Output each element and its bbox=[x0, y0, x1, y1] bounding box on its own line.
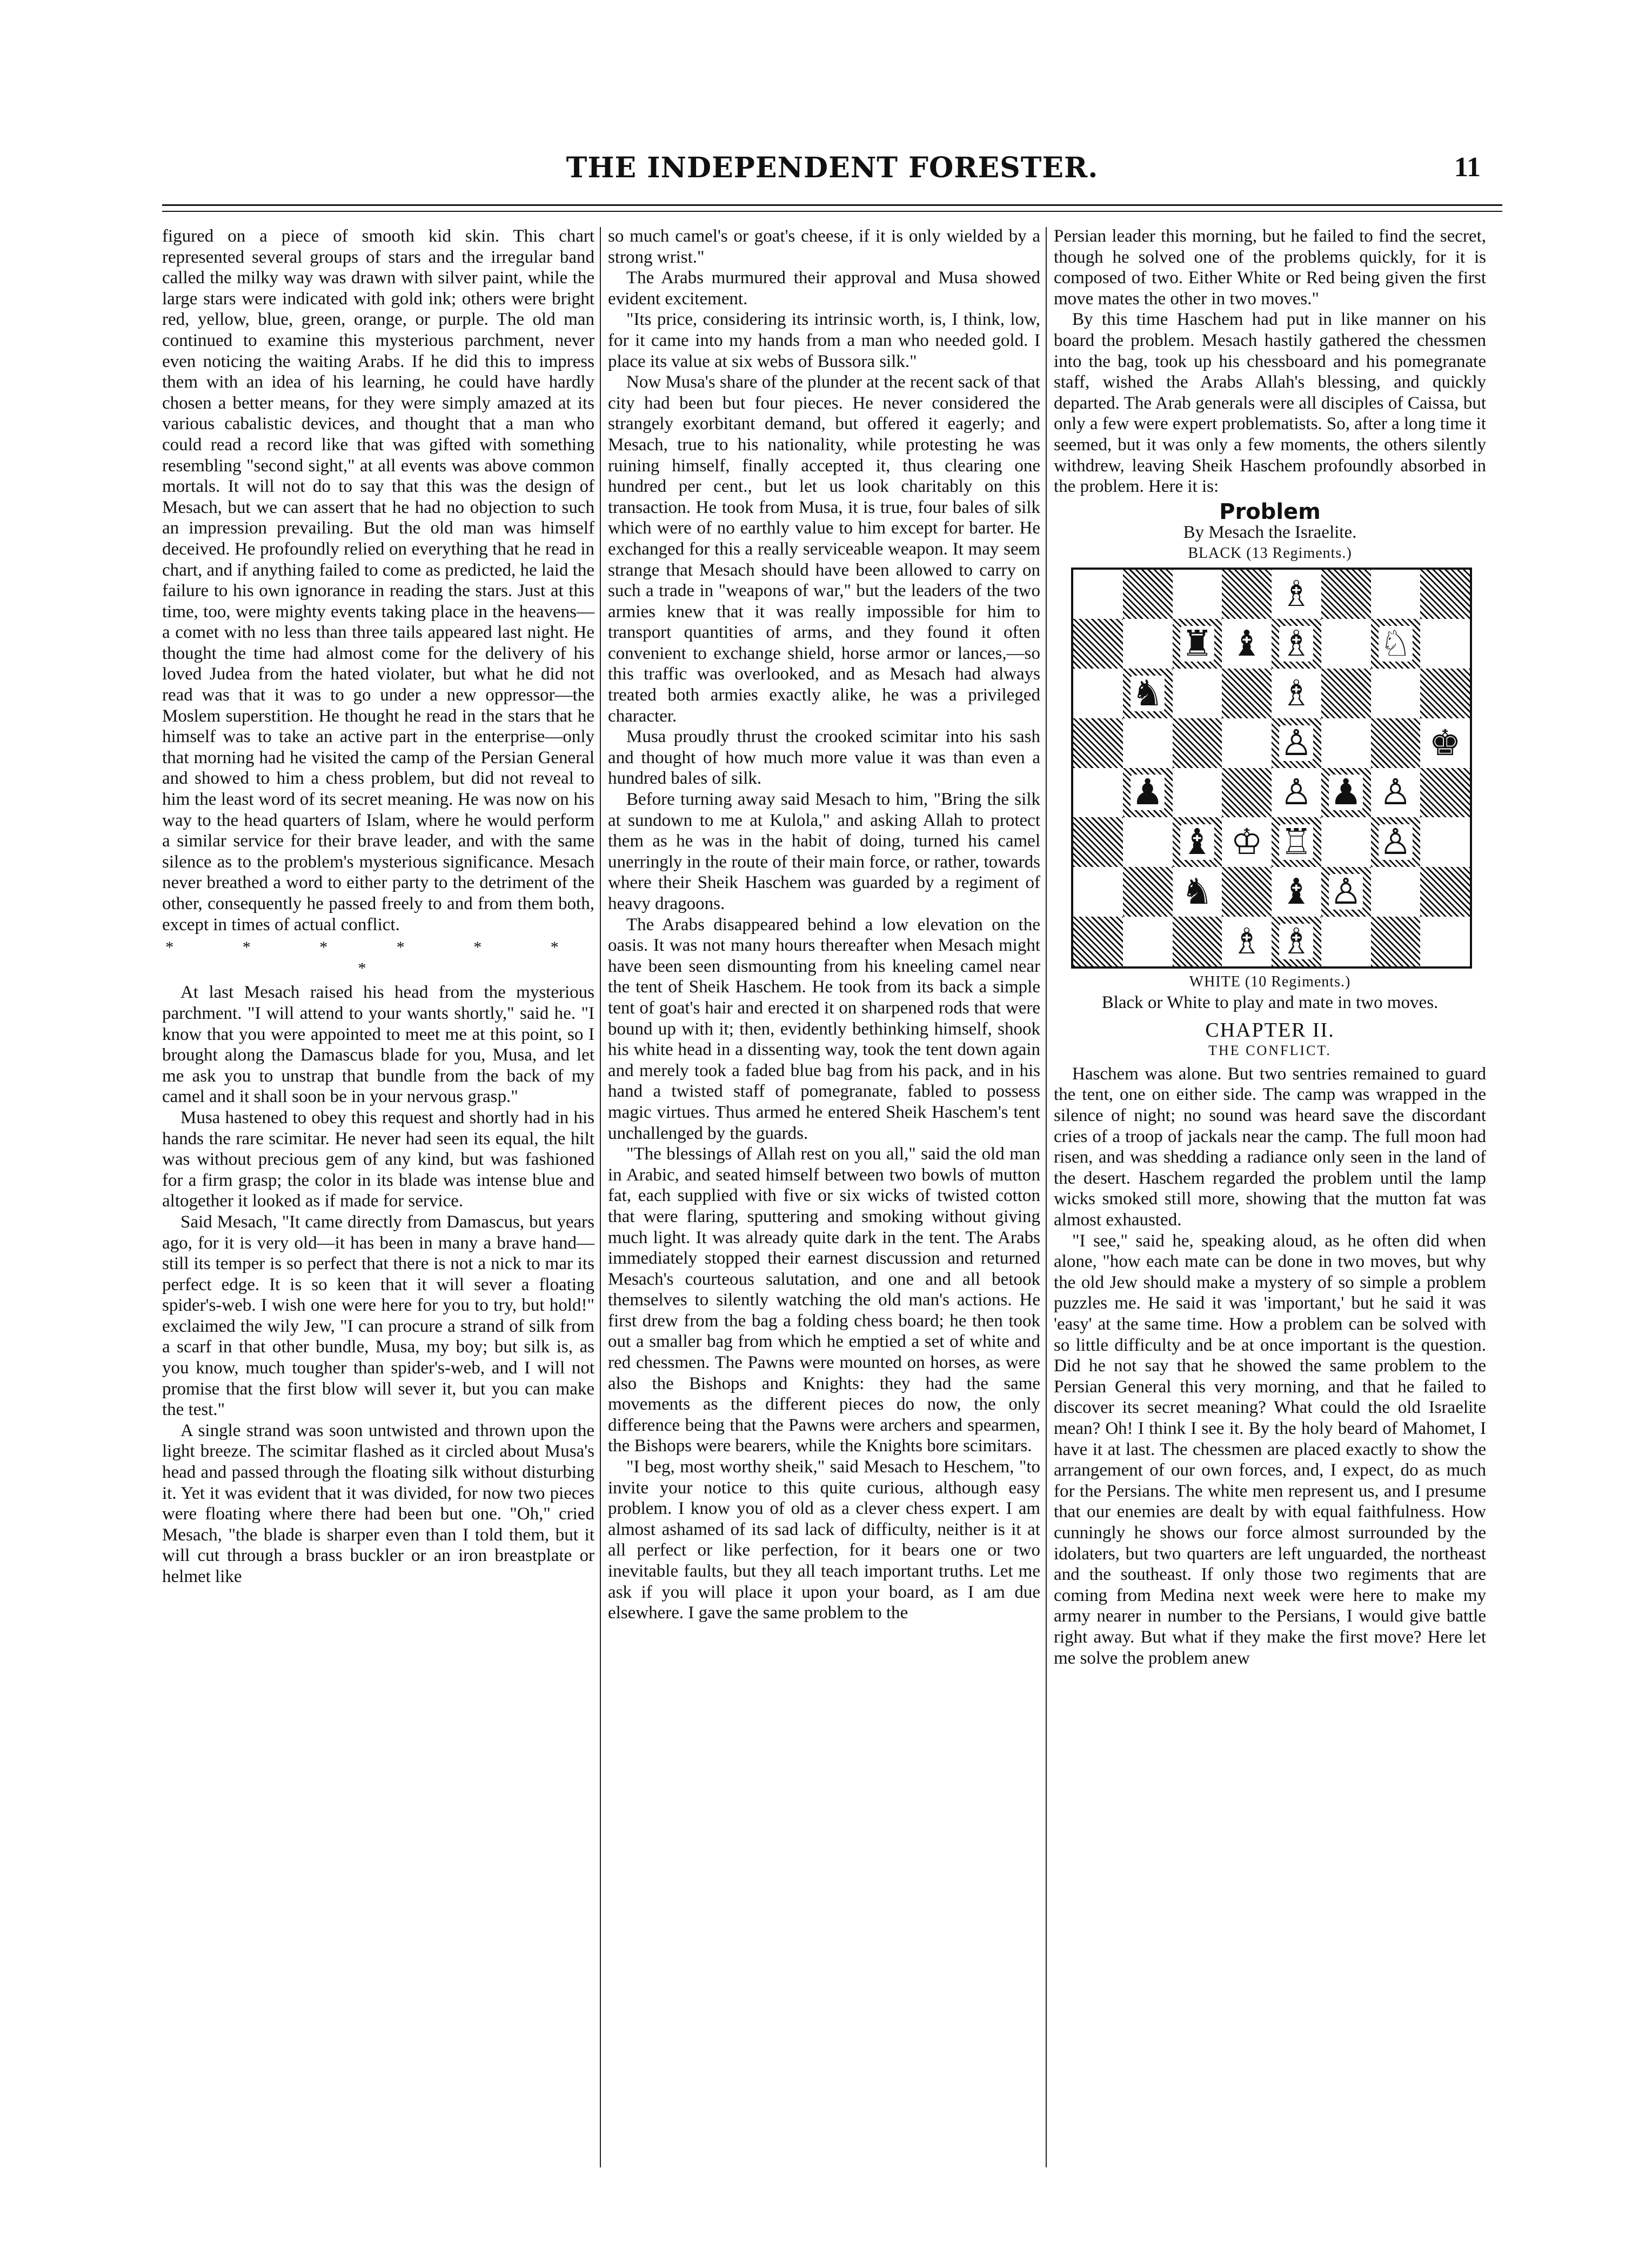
board-square bbox=[1173, 570, 1222, 619]
black-label: BLACK (13 Regiments.) bbox=[1188, 544, 1352, 562]
board-square bbox=[1073, 817, 1123, 867]
board-square bbox=[1371, 867, 1421, 917]
board-square bbox=[1272, 817, 1321, 867]
board-square bbox=[1123, 718, 1173, 768]
paragraph: A single strand was soon untwisted and thrown upon the light breeze. The scimitar flashed as it circled about Musa's head and passed through the floating silk without disturbing it. Yet it was evident that it was divided, for now two pieces were floating where there had been but one. "Oh," cried Mesach, "the blade is sharper even than I told them, but it will cut through a brass buckler or an iron breastplate or helmet like bbox=[162, 1420, 594, 1586]
chess-piece: ♟ bbox=[1330, 771, 1362, 813]
board-square bbox=[1321, 669, 1371, 718]
chess-piece: ♞ bbox=[1181, 870, 1213, 912]
board-square bbox=[1420, 917, 1470, 966]
chess-piece: ♝ bbox=[1230, 623, 1263, 665]
chess-piece: ♙ bbox=[1280, 771, 1313, 813]
chess-piece: ♙ bbox=[1379, 771, 1412, 813]
paragraph: "The blessings of Allah rest on you all," said the old man in Arabic, and seated himself between two bowls of mutton fat, each supplied with five or six wicks of twisted cotton that were flaring, sputtering and smoking without giving much light. It was already quite dark in the tent. The Arabs immediately stopped their earnest discussion and returned Mesach's courteous salutation, and one and all betook themselves to silently watching the old man's actions. He first drew from the bag a folding chess board; he then took out a smaller bag from which he emptied a set of white and red chessmen. The Pawns were mounted on horses, as were also the Bishops and Knights: they had the same movements as the different pieces do now, the only difference being that the Pawns were archers and spearmen, the Bishops were bearers, while the Knights bore scimitars. bbox=[608, 1144, 1040, 1456]
paragraph: figured on a piece of smooth kid skin. This chart represented several groups of stars and the irregular band called the milky way was drawn with silver paint, while the large stars were indicated with gold ink; others were bright red, yellow, blue, green, orange, or purple. The old man continued to examine this mysterious parchment, never even noticing the waiting Arabs. If he did this to impress them with an idea of his learning, he could have hardly chosen a better means, for they were simply amazed at its various cabalistic devices, and thought that a man who could read a record like that was gifted with something resembling "second sight," at all events was above common mortals. It will not do to say that this was the design of Mesach, but we can assert that he had no objection to such an impression prevailing. But the old man was himself deceived. He profoundly relied on everything that he read in chart, and if anything failed to come as predicted, he laid the failure to his own ignorance in reading the stars. Just at this time, too, were mighty events taking place in the heavens—a comet with no less than three tails appeared last night. He thought the time had almost come for the delivery of his loved Judea from the hated violater, but what he did not read was that it was to go under a new oppressor—the Moslem superstition. He thought he read in the stars that he himself was to take an active part in the enterprise—only that morning had he visited the camp of the Persian General and showed to him a chess problem, but did not reveal to him the least word of its secret meaning. He was now on his way to the head quarters of Islam, where he would perform a similar service for their brave leader, and with the same silence as to the problem's mysterious significance. Mesach never breathed a word to either party to the detriment of the other, consequently he passed freely to and from them both, except in times of actual conflict. bbox=[162, 226, 594, 935]
chess-piece: ♚ bbox=[1429, 722, 1461, 764]
board-square bbox=[1222, 768, 1272, 818]
paragraph: Musa hastened to obey this request and shortly had in his hands the rare scimitar. He never had seen its equal, the hilt was without precious gem of any kind, but was fashioned for a firm grasp; the color in its blade was intense blue and altogether it looked as if made for service. bbox=[162, 1107, 594, 1211]
board-square bbox=[1222, 917, 1272, 966]
board-square bbox=[1173, 718, 1222, 768]
section-break-stars: * * * * * * * bbox=[165, 938, 591, 977]
chapter-heading: CHAPTER II. bbox=[1205, 1018, 1335, 1042]
board-square bbox=[1420, 718, 1470, 768]
board-square bbox=[1123, 867, 1173, 917]
board-square bbox=[1321, 570, 1371, 619]
board-square bbox=[1371, 718, 1421, 768]
board-square bbox=[1371, 669, 1421, 718]
board-square bbox=[1073, 917, 1123, 966]
board-square bbox=[1073, 867, 1123, 917]
paragraph: so much camel's or goat's cheese, if it is only wielded by a strong wrist." bbox=[608, 226, 1040, 267]
column-divider-2 bbox=[1046, 227, 1047, 2167]
board-square bbox=[1420, 817, 1470, 867]
board-square bbox=[1272, 570, 1321, 619]
chapter-subtitle: THE CONFLICT. bbox=[1208, 1043, 1332, 1059]
paragraph: "I beg, most worthy sheik," said Mesach to Heschem, "to invite your notice to this quite curious, although easy problem. I know you of old as a clever chess expert. I am almost ashamed of its sad lack of difficulty, neither is it at all perfect or like perfection, for it bears one or two inevitable faults, but they all teach important truths. Let me ask if you will place it upon your board, as I am due elsewhere. I gave the same problem to the bbox=[608, 1457, 1040, 1623]
board-square bbox=[1272, 768, 1321, 818]
problem-author: By Mesach the Israelite. bbox=[1183, 523, 1357, 543]
problem-title: Problem bbox=[1219, 499, 1321, 524]
paragraph: Musa proudly thrust the crooked scimitar into his sash and thought of how much more value it was than even a hundred bales of silk. bbox=[608, 727, 1040, 789]
board-square bbox=[1222, 619, 1272, 669]
board-square bbox=[1371, 917, 1421, 966]
page-header bbox=[162, 151, 1502, 189]
board-square bbox=[1123, 570, 1173, 619]
paragraph: "I see," said he, speaking aloud, as he often did when alone, "how each mate can be done in two moves, but why the old Jew should make a mystery of so simple a problem puzzles me. He said it was 'important,' but he said it was 'easy' at the same time. How a problem can be solved with so little difficulty and be at once important is the question. Did he not say that he showed the same problem to the Persian General this very morning, and that he failed to discover its secret meaning? What could the old Israelite mean? Oh! I think I see it. By the holy beard of Mahomet, I have it at last. The chessmen are placed exactly to show the arrangement of our own forces, and, I expect, do as much for the Persians. The white men represent us, and I presume that our enemies are dealt by with equal faithfulness. How cunningly he shows our force almost surrounded by the idolaters, but two quarters are left unguarded, the northeast and the southeast. If only those two regiments that are coming from Medina next week were here to make my army nearer in number to the Persians, I would give battle right away. But what if they make the first move? Here let me solve the problem anew bbox=[1054, 1231, 1486, 1668]
board-square bbox=[1222, 817, 1272, 867]
paragraph: Persian leader this morning, but he failed to find the secret, though he solved one of the problems quickly, for it is composed of two. Either White or Red being given the first move mates the other in two moves." bbox=[1054, 226, 1486, 309]
board-square bbox=[1073, 570, 1123, 619]
board-square bbox=[1371, 817, 1421, 867]
board-square bbox=[1222, 718, 1272, 768]
board-square bbox=[1173, 867, 1222, 917]
chess-piece: ♙ bbox=[1330, 870, 1362, 912]
board-square bbox=[1173, 669, 1222, 718]
chess-diagram bbox=[1071, 568, 1472, 969]
board-square bbox=[1123, 669, 1173, 718]
paragraph: "Its price, considering its intrinsic worth, is, I think, low, for it came into my hands from a man who needed gold. I place its value at six webs of Bussora silk." bbox=[608, 310, 1040, 371]
board-square bbox=[1272, 619, 1321, 669]
chess-piece: ♖ bbox=[1280, 821, 1313, 863]
paragraph: Before turning away said Mesach to him, "Bring the silk at sundown to me at Kulola," and asking Allah to protect them as he was in the habit of doing, turned his camel unerringly in the route of their main force, or rather, towards where their Sheik Haschem was guarded by a regiment of heavy dragoons. bbox=[608, 790, 1040, 913]
board-square bbox=[1123, 817, 1173, 867]
board-square bbox=[1371, 768, 1421, 818]
board-square bbox=[1420, 867, 1470, 917]
board-square bbox=[1420, 768, 1470, 818]
page-number: 11 bbox=[1454, 152, 1481, 183]
chess-piece: ♝ bbox=[1280, 870, 1313, 912]
board-square bbox=[1123, 619, 1173, 669]
board-square bbox=[1073, 768, 1123, 818]
chess-piece: ♝ bbox=[1181, 821, 1213, 863]
board-square bbox=[1420, 669, 1470, 718]
board-square bbox=[1073, 619, 1123, 669]
chess-piece: ♗ bbox=[1230, 920, 1263, 962]
chess-piece: ♗ bbox=[1280, 920, 1313, 962]
paragraph: Now Musa's share of the plunder at the recent sack of that city had been but four pieces. He never considered the strangely exorbitant demand, but offered it eagerly; and Mesach, true to his nationality, while protesting he was ruining himself, finally accepted it, thus clearing one hundred per cent., but let us look charitably on this transaction. He took from Musa, it is true, four bales of silk which were of no earthly value to him except for barter. He exchanged for this a really serviceable weapon. It may seem strange that Mesach should have been allowed to carry on such a trade in "weapons of war," but the leaders of the two armies knew that it was really impossible for him to transport quantities of arms, and they found it often convenient to exchange shield, horse armor or lances,—so this traffic was overlooked, and as Mesach had always treated both armies exactly alike, he was a privileged character. bbox=[608, 372, 1040, 726]
board-square bbox=[1123, 768, 1173, 818]
board-square bbox=[1222, 669, 1272, 718]
problem-caption: Black or White to play and mate in two moves. bbox=[1101, 993, 1439, 1013]
board-square bbox=[1321, 817, 1371, 867]
chess-piece: ♙ bbox=[1280, 722, 1313, 764]
board-square bbox=[1073, 669, 1123, 718]
paragraph: At last Mesach raised his head from the mysterious parchment. "I will attend to your wants shortly," said he. "I know that you were appointed to meet me at this point, so I brought along the Damascus blade for you, Musa, and let me ask you to unstrap that bundle from the back of my camel and it shall soon be in your nervous grasp." bbox=[162, 983, 594, 1107]
column-1 bbox=[162, 226, 594, 1587]
board-square bbox=[1173, 768, 1222, 818]
header-rule-bottom bbox=[162, 211, 1502, 212]
board-square bbox=[1073, 718, 1123, 768]
paragraph: The Arabs murmured their approval and Musa showed evident excitement. bbox=[608, 268, 1040, 309]
paragraph: The Arabs disappeared behind a low elevation on the oasis. It was not many hours thereafter when Mesach might have been seen dismounting from his kneeling camel near the tent of Sheik Haschem. He took from its back a simple tent of goat's hair and erected it on sharpened rods that were bound up with it; then, evidently bethinking himself, shook his white head in a dissenting way, took the tent down again and merely took a faded blue bag from his pack, and in his hand a twisted staff of pomegranate, fabled to possess magic virtues. Thus armed he entered Sheik Haschem's tent unchallenged by the guards. bbox=[608, 915, 1040, 1143]
board-square bbox=[1272, 669, 1321, 718]
white-label: WHITE (10 Regiments.) bbox=[1189, 973, 1351, 990]
chess-piece: ♗ bbox=[1280, 672, 1313, 714]
chess-piece: ♗ bbox=[1280, 623, 1313, 665]
column-2 bbox=[608, 226, 1040, 1624]
chess-piece: ♙ bbox=[1379, 821, 1412, 863]
board-square bbox=[1321, 768, 1371, 818]
board-square bbox=[1222, 867, 1272, 917]
chess-piece: ♘ bbox=[1379, 623, 1412, 665]
board-square bbox=[1222, 570, 1272, 619]
board-square bbox=[1321, 718, 1371, 768]
board-square bbox=[1420, 619, 1470, 669]
board-square bbox=[1321, 619, 1371, 669]
board-square bbox=[1272, 867, 1321, 917]
board-square bbox=[1272, 718, 1321, 768]
column-3 bbox=[1054, 226, 1486, 1669]
column-divider-1 bbox=[600, 227, 601, 2167]
board-square bbox=[1371, 570, 1421, 619]
paragraph: By this time Haschem had put in like manner on his board the problem. Mesach hastily gathered the chessmen into the bag, took up his chessboard and his pomegranate staff, wished the Arabs Allah's blessing, and quickly departed. The Arab generals were all disciples of Caissa, but only a few were expert problematists. So, after a long time it seemed, but it was only a few moments, the others silently withdrew, leaving Sheik Haschem profoundly absorbed in the problem. Here it is: bbox=[1054, 310, 1487, 497]
chess-piece: ♗ bbox=[1280, 573, 1313, 615]
chess-piece: ♞ bbox=[1132, 672, 1164, 714]
board-square bbox=[1321, 917, 1371, 966]
paragraph: Haschem was alone. But two sentries remained to guard the tent, one on either side. The camp was wrapped in the silence of night; no sound was heard save the discordant cries of a troop of jackals near the camp. The full moon had risen, and was shedding a radiance only seen in the land of the desert. Haschem regarded the problem until the lamp wicks smoked still more, showing that the mutton fat was almost exhausted. bbox=[1054, 1064, 1486, 1230]
board-square bbox=[1420, 570, 1470, 619]
board-square bbox=[1371, 619, 1421, 669]
board-square bbox=[1321, 867, 1371, 917]
chess-piece: ♜ bbox=[1181, 623, 1213, 665]
board-square bbox=[1272, 917, 1321, 966]
chess-piece: ♔ bbox=[1230, 821, 1263, 863]
board-square bbox=[1173, 619, 1222, 669]
board-square bbox=[1173, 917, 1222, 966]
header-rule-top bbox=[162, 204, 1502, 206]
masthead-title: THE INDEPENDENT FORESTER. bbox=[566, 151, 1099, 184]
chess-piece: ♟ bbox=[1132, 771, 1164, 813]
board-square bbox=[1123, 917, 1173, 966]
board-square bbox=[1173, 817, 1222, 867]
paragraph: Said Mesach, "It came directly from Damascus, but years ago, for it is very old—it has been in many a brave hand—still its temper is so perfect that there is not a nick to mar its perfect edge. It is so keen that it will sever a floating spider's-web. I wish one were here for you to try, but hold!" exclaimed the wily Jew, "I can procure a strand of silk from a scarf in that other bundle, Musa, my boy; but silk is, as you know, much tougher than spider's-web, and I will not promise that the first blow will sever it, but you can make the test." bbox=[162, 1212, 594, 1420]
